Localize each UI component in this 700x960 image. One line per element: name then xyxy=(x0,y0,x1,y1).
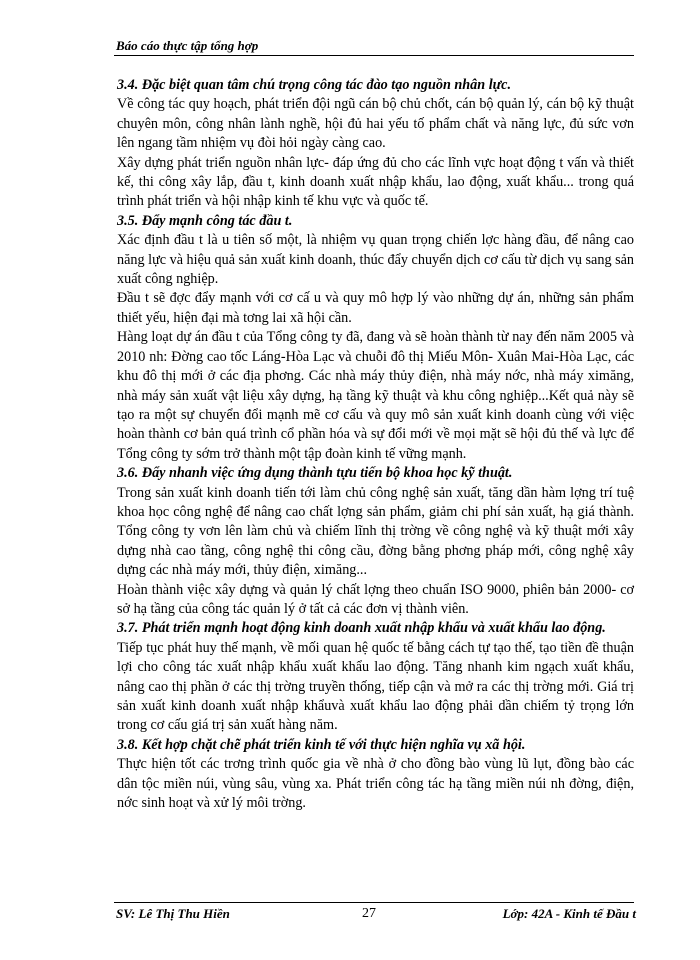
paragraph: Xác định đầu t là u tiên số một, là nhiệm vụ quan trọng chiến lợc hàng đầu, để nâng cao năng lực và hiệu quả sản xuất kinh doanh, thúc đẩy chuyển dịch cơ cấu từ dịch vụ sang sản xuất công nghiệp. xyxy=(117,232,634,288)
page-number: 27 xyxy=(362,906,376,921)
section-heading: 3.5. Đẩy mạnh công tác đầu t. xyxy=(117,212,293,229)
running-header: Báo cáo thực tập tổng hợp xyxy=(116,38,259,53)
paragraph: Về công tác quy hoạch, phát triển đội ngũ cán bộ chủ chốt, cán bộ quản lý, cán bộ kỹ thuật chuyên môn, công nhân lành nghề, hội đủ hai yếu tố phẩm chất và năng lực, đủ sức vơn lên ngang tầm nhiệm vụ đòi hỏi ngày càng cao. xyxy=(117,96,634,152)
section-heading: 3.7. Phát triển mạnh hoạt động kinh doanh xuất nhập khẩu và xuất khẩu lao động. xyxy=(117,620,606,637)
page-footer xyxy=(116,906,636,926)
paragraph: Đầu t sẽ đợc đẩy mạnh với cơ cấ u và quy mô hợp lý vào những dự án, những sản phẩm thiết yếu, hiện đại mà tơng lai xã hội cần. xyxy=(117,290,634,326)
section-3-7 xyxy=(117,619,634,735)
section-3-5 xyxy=(117,212,634,464)
section-3-6 xyxy=(117,464,634,619)
section-heading: 3.4. Đặc biệt quan tâm chú trọng công tác đào tạo nguồn nhân lực. xyxy=(117,77,511,93)
paragraph: Hàng loạt dự án đầu t của Tổng công ty đã, đang và sẽ hoàn thành từ nay đến năm 2005 và 2010 nh: Đờng cao tốc Láng-Hòa Lạc và chuỗi đô thị Miếu Môn- Xuân Mai-Hòa Lạc, các khu đô thị mới ở các địa phơng. Các nhà máy thủy điện, nhà máy nớc, nhà máy ximăng, nhà máy sản xuất vật liệu xây dựng, hạ tầng kỹ thuật và khu công nghiệp...Kết quả này sẽ tạo ra một sự chuyển đổi mạnh mẽ cơ cấu và quy mô sản xuất kinh doanh cùng với việc hoàn thành cơ bản quá trình cổ phần hóa và sự đổi mới về mọi mặt sẽ hội đủ thế và lực để Tổng công ty sớm trở thành một tập đoàn kinh tế vững mạnh. xyxy=(117,329,634,462)
page-body xyxy=(117,76,634,813)
paragraph: Trong sản xuất kinh doanh tiến tới làm chủ công nghệ sản xuất, tăng dần hàm lợng trí tuệ khoa học công nghệ để nâng cao chất lợng sản phẩm, giảm chi phí sản xuất, hạ giá thành. Tổng công ty vơn lên làm chủ và chiếm lĩnh thị trờng về công nghệ và kỹ thuật mới xây dựng nhà cao tầng, công nghệ thi công cầu, đờng bằng phơng pháp mới, công nghệ xây dựng các nhà máy mới, thủy điện, ximăng... xyxy=(117,484,634,579)
paragraph: Xây dựng phát triển nguồn nhân lực- đáp ứng đủ cho các lĩnh vực hoạt động t vấn và thiết kế, thi công xây lắp, đầu t, kinh doanh xuất nhập khẩu, lao động, xuất khẩu... trong quá trình phát triển và hội nhập kinh tế khu vực và quốc tế. xyxy=(117,154,634,210)
footer-divider xyxy=(114,902,634,903)
footer-author: SV: Lê Thị Thu Hiền xyxy=(116,906,230,921)
paragraph: Tiếp tục phát huy thế mạnh, về mối quan hệ quốc tế bằng cách tự tạo thế, tạo tiền đề thuận lợi cho công tác xuất nhập khẩu xuất khẩu lao động. Tăng nhanh kim ngạch xuất khẩu, nâng cao thị phần ở các thị trờng truyền thống, tiếp cận và mở ra các thị trờng mới. Giá trị sản xuất kinh doanh xuất nhập khẩuvà xuất khẩu lao động phải dần chiếm tỷ trọng lớn trong cơ cấu giá trị sản xuất hàng năm. xyxy=(117,639,634,734)
paragraph: Thực hiện tốt các trơng trình quốc gia về nhà ở cho đồng bào vùng lũ lụt, đồng bào các dân tộc miền núi, vùng sâu, vùng xa. Phát triển công tác hạ tầng miền núi nh đờng, điện, nớc sinh hoạt và xử lý môi trờng. xyxy=(117,756,634,812)
section-3-4 xyxy=(117,76,634,212)
paragraph: Hoàn thành việc xây dựng và quản lý chất lợng theo chuẩn ISO 9000, phiên bản 2000- cơ sở hạ tầng của công tác quản lý ở tất cả các đơn vị thành viên. xyxy=(117,581,634,617)
header-divider xyxy=(114,55,634,56)
footer-class-info: Lớp: 42A - Kinh tế Đầu t xyxy=(502,906,636,921)
section-3-8 xyxy=(117,736,634,814)
section-heading: 3.6. Đẩy nhanh việc ứng dụng thành tựu tiến bộ khoa học kỹ thuật. xyxy=(117,465,513,482)
section-heading: 3.8. Kết hợp chặt chẽ phát triển kinh tế với thực hiện nghĩa vụ xã hội. xyxy=(117,736,526,753)
